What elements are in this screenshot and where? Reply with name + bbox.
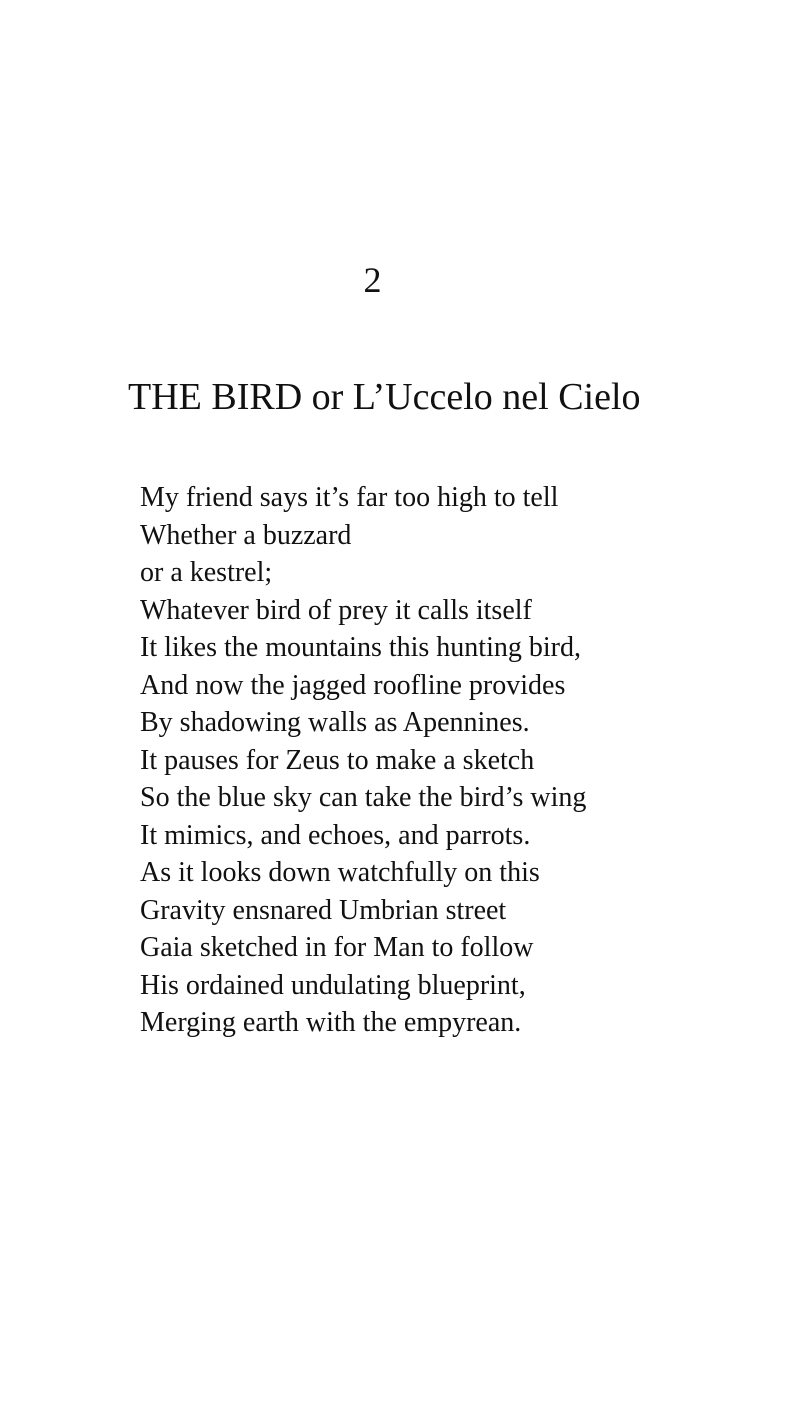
poem-line: Whether a buzzard [140,519,352,551]
poem-line: Gravity ensnared Umbrian street [140,894,507,926]
poem-line: As it looks down watchfully on this [140,857,540,888]
poem-line: Whatever bird of prey it calls itself [140,594,532,626]
poem-line: Merging earth with the empyrean. [140,1007,522,1038]
poem-line: or a kestrel; [140,557,273,588]
chapter-number: 2 [363,260,382,300]
poem-line: Gaia sketched in for Man to follow [140,932,534,963]
poem-line: So the blue sky can take the bird’s wing [140,782,587,813]
poem-body [140,479,760,1042]
poem-line: His ordained undulating blueprint, [140,969,526,1001]
poem-line: It likes the mountains this hunting bird, [140,632,581,663]
poem-line: My friend says it’s far too high to tell [140,482,559,513]
poem-line: It mimics, and echoes, and parrots. [140,819,531,851]
poem-line: By shadowing walls as Apennines. [140,707,530,738]
poem-line: It pauses for Zeus to make a sketch [140,744,535,776]
poem-title: THE BIRD or L’Uccelo nel Cielo [128,376,641,418]
poem-line: And now the jagged roofline provides [140,669,566,701]
